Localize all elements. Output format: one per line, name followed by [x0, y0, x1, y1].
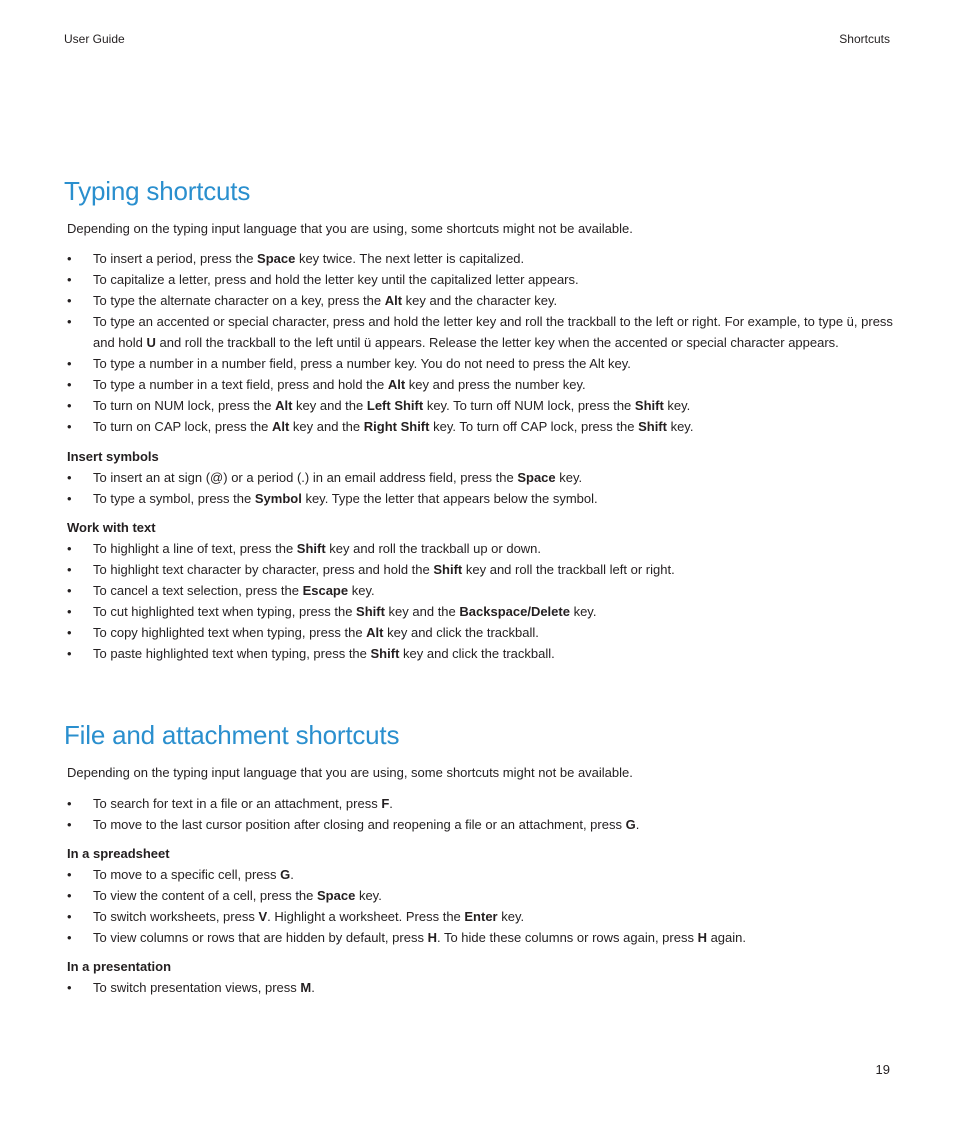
key-name: Alt	[366, 625, 384, 640]
list-item: • To search for text in a file or an attachment, press F.	[64, 793, 896, 814]
list-item: • To cut highlighted text when typing, press the Shift key and the Backspace/Delete key.	[64, 601, 896, 622]
section-title-typing: Typing shortcuts	[64, 176, 251, 206]
key-name: Shift	[296, 541, 326, 556]
key-name: Shift	[433, 562, 463, 577]
header-section-title: Shortcuts	[839, 32, 890, 46]
key-name: Alt	[384, 293, 403, 308]
key-name: G	[280, 867, 291, 882]
subheading-presentation: In a presentation	[67, 959, 172, 974]
presentation-list	[64, 977, 896, 998]
key-name: H	[427, 930, 437, 945]
list-item: • To type an accented or special character, press and hold the letter key and roll the trackball to the left or right. For example, to type ü, press and hold U and roll the trackball to the left until ü appears. Release the letter key when the accented or special character appears.	[64, 311, 896, 353]
section-typing-shortcuts	[64, 175, 896, 664]
list-item: • To insert an at sign (@) or a period (.) in an email address field, press the Space key.	[64, 467, 896, 488]
key-name: Enter	[464, 909, 498, 924]
key-name: F	[381, 796, 390, 811]
key-name: G	[625, 817, 636, 832]
key-name: U	[146, 335, 156, 350]
key-name: Alt	[271, 419, 290, 434]
key-name: V	[258, 909, 268, 924]
list-item: • To switch worksheets, press V. Highlight a worksheet. Press the Enter key.	[64, 906, 896, 927]
section-title-file: File and attachment shortcuts	[64, 720, 400, 750]
list-item: • To turn on NUM lock, press the Alt key and the Left Shift key. To turn off NUM lock, press the Shift key.	[64, 395, 896, 416]
key-name: Space	[517, 470, 556, 485]
key-name: Alt	[275, 398, 293, 413]
list-item: • To view the content of a cell, press the Space key.	[64, 885, 896, 906]
subheading-work-with-text: Work with text	[67, 520, 156, 535]
list-item: • To highlight a line of text, press the Shift key and roll the trackball up or down.	[64, 538, 896, 559]
list-item: • To view columns or rows that are hidden by default, press H. To hide these columns or rows again, press H again.	[64, 927, 896, 948]
intro-file: Depending on the typing input language that you are using, some shortcuts might not be available.	[67, 765, 633, 780]
key-name: Space	[257, 251, 296, 266]
list-item: • To move to the last cursor position after closing and reopening a file or an attachment, press G.	[64, 814, 896, 835]
typing-list	[64, 248, 896, 437]
file-list	[64, 793, 896, 835]
list-item: • To switch presentation views, press M.	[64, 977, 896, 998]
page-number: 19	[875, 1062, 890, 1077]
header-doc-title: User Guide	[64, 32, 125, 46]
insert-symbols-list	[64, 467, 896, 509]
list-item: • To type a number in a text field, press and hold the Alt key and press the number key.	[64, 374, 896, 395]
list-item: • To type a symbol, press the Symbol key. Type the letter that appears below the symbol.	[64, 488, 896, 509]
key-name: Shift	[356, 604, 385, 619]
list-item: • To type the alternate character on a key, press the Alt key and the character key.	[64, 290, 896, 311]
key-name: Escape	[302, 583, 349, 598]
key-name: Backspace/Delete	[459, 604, 570, 619]
list-item: • To copy highlighted text when typing, press the Alt key and click the trackball.	[64, 622, 896, 643]
key-name: Right Shift	[363, 419, 430, 434]
intro-typing: Depending on the typing input language that you are using, some shortcuts might not be available.	[67, 221, 633, 236]
list-item: • To cancel a text selection, press the Escape key.	[64, 580, 896, 601]
subheading-spreadsheet: In a spreadsheet	[67, 846, 170, 861]
list-item: • To paste highlighted text when typing, press the Shift key and click the trackball.	[64, 643, 896, 664]
running-header	[64, 32, 890, 46]
section-file-shortcuts	[64, 719, 896, 998]
list-item: • To type a number in a number field, press a number key. You do not need to press the Alt key.	[64, 353, 896, 374]
key-name: M	[300, 980, 312, 995]
key-name: Shift	[634, 398, 664, 413]
spreadsheet-list	[64, 864, 896, 948]
list-item: • To insert a period, press the Space key twice. The next letter is capitalized.	[64, 248, 896, 269]
list-item: • To turn on CAP lock, press the Alt key and the Right Shift key. To turn off CAP lock, press the Shift key.	[64, 416, 896, 437]
key-name: Left Shift	[366, 398, 424, 413]
subheading-insert-symbols: Insert symbols	[67, 449, 159, 464]
key-name: H	[697, 930, 707, 945]
list-item: • To highlight text character by character, press and hold the Shift key and roll the trackball left or right.	[64, 559, 896, 580]
key-name: Alt	[387, 377, 406, 392]
list-item: • To move to a specific cell, press G.	[64, 864, 896, 885]
work-with-text-list	[64, 538, 896, 664]
key-name: Space	[317, 888, 356, 903]
key-name: Shift	[638, 419, 667, 434]
key-name: Shift	[370, 646, 400, 661]
key-name: Symbol	[254, 491, 302, 506]
list-item: • To capitalize a letter, press and hold the letter key until the capitalized letter appears.	[64, 269, 896, 290]
